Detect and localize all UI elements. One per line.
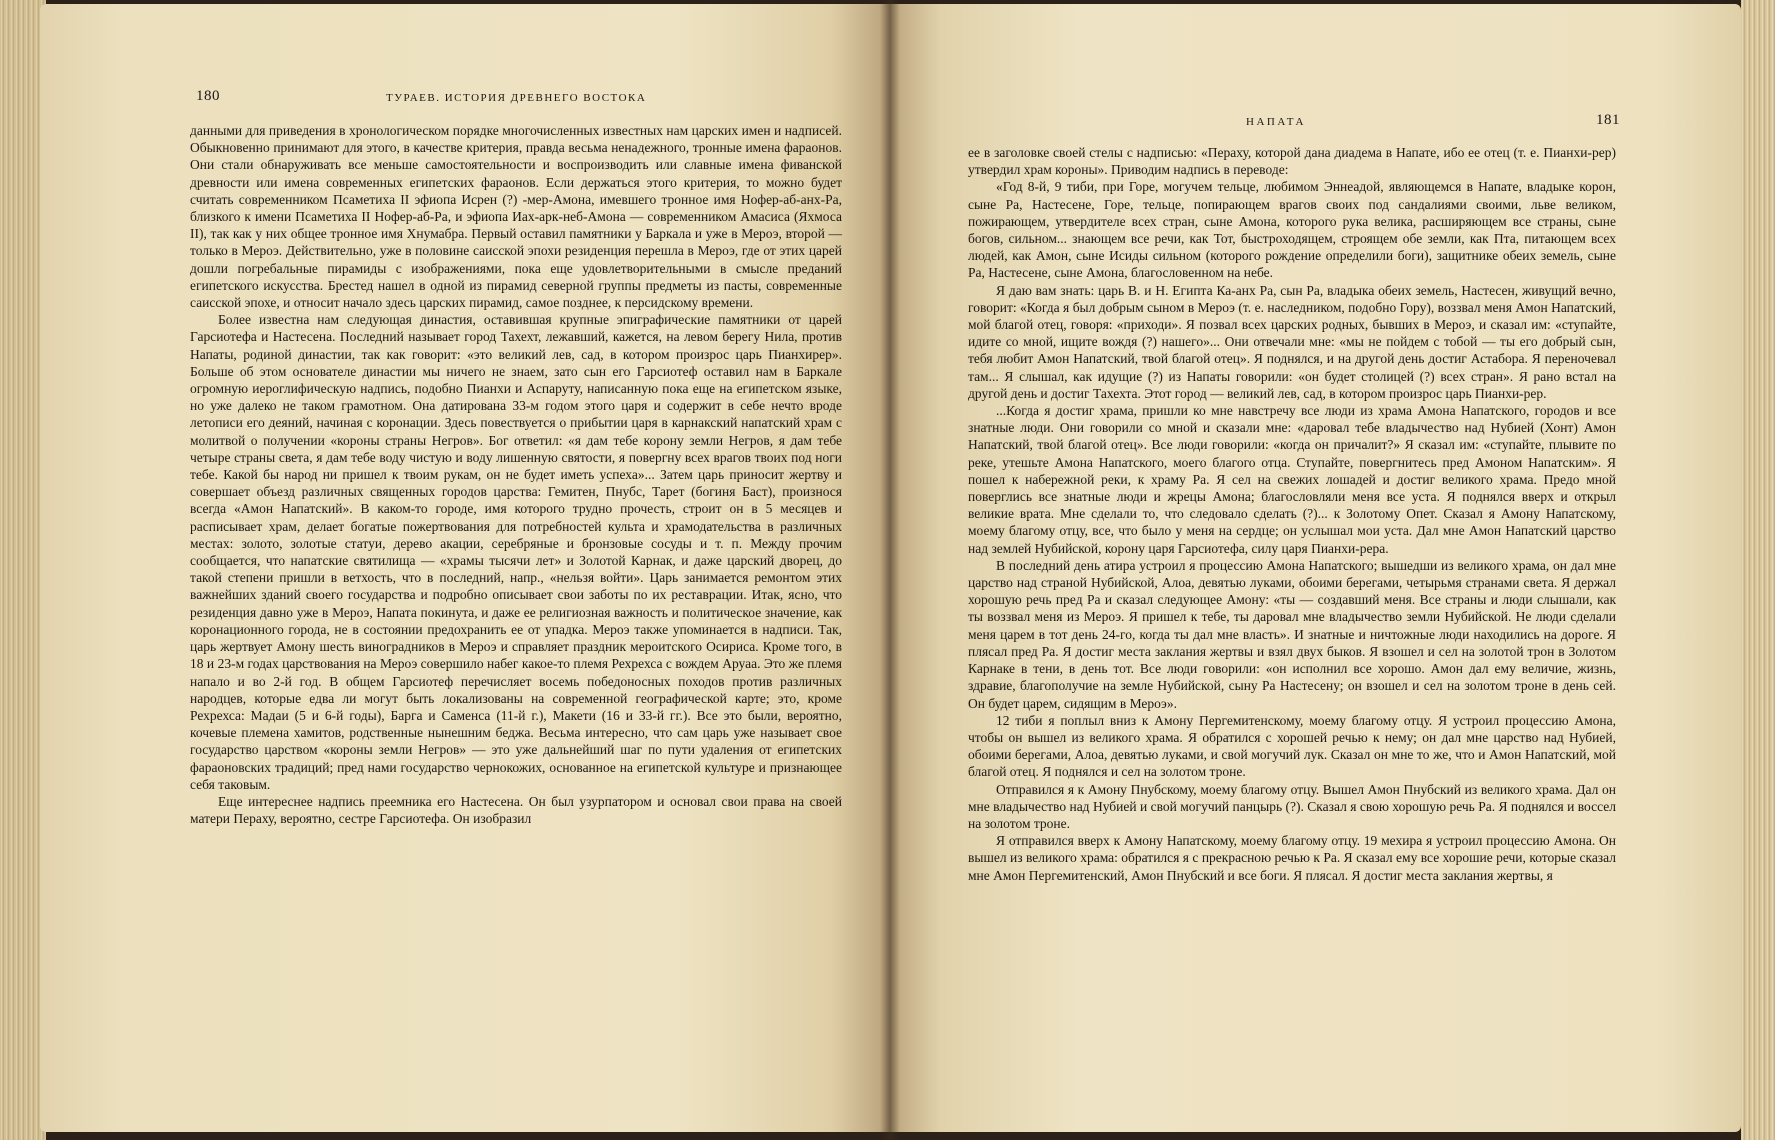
page-edges-right xyxy=(1741,0,1775,1140)
paragraph: ...Когда я достиг храма, пришли ко мне навстречу все люди из храма Амона Напатского, городов и все знатные люди. Они говорили со мной и сказали мне: «даровал тебе владычество над Нубией (Хонт) Амон Напатский, твой благой отец». Все люди говорили: «когда он причалит?» Я сказал им: «ступайте, плывите по реке, утешьте Амона Напатского, моего благого отца. Ступайте, повергнитесь пред Амоном Напатским». Я пошел к набережной реки, к храму Ра. Я сел на свежих лошадей и достиг великого храма. Предо мной поверглись все знатные люди и жрецы Амона; благословляли меня все уста. Я поднялся вверх и открыл великие врата. Мне сделали то, что следовало сделать (?)... к Золотому Опет. Сказал я Амону Напатскому, моему благому отцу, все, что было у меня на сердце; он услышал мои уста. Дал мне Амон Напатский царство над землей Нубийской, корону царя Гарсиотефа, силу царя Пианхи-рера. xyxy=(968,403,1616,556)
left-page-text xyxy=(190,122,842,827)
paragraph: Отправился я к Амону Пнубскому, моему благому отцу. Вышел Амон Пнубский из великого храма. Дал он мне владычество над Нубией и свой могучий панцырь (?). Сказал я свою хорошую речь Ра. Я поднялся и воссел на золотом троне. xyxy=(968,781,1616,831)
right-page xyxy=(890,4,1741,1132)
paragraph: Еще интереснее надпись преемника его Настесена. Он был узурпатором и основал свои права на своей матери Пераху, вероятно, сестре Гарсиотефа. Он изобразил xyxy=(190,793,842,827)
right-running-title: НАПАТА xyxy=(1246,116,1306,128)
paragraph: Я отправился вверх к Амону Напатскому, моему благому отцу. 19 мехира я устроил процессию Амона. Он вышел из великого храма: обратился я с прекрасною речью к Ра. Я сказал ему все хорошие речи, которые сказал мне Амон Пергемитенский, Амон Пнубский и все боги. Я плясал. Я достиг места заклания жертвы, я xyxy=(968,833,1616,883)
paragraph: 12 тиби я поплыл вниз к Амону Пергемитенскому, моему благому отцу. Я устроил процессию Амона, чтобы он вышел из великого храма. Я обратился с хорошей речью к нему; он дал мне царство над Нубией, обоими берегами, Алоа, девятью луками, и свой могучий лук. Сказал он мне то же, что и Амон Напатский, мой благой отец. Я поднялся и сел на золотом троне. xyxy=(968,712,1616,780)
book-gutter xyxy=(880,0,900,1140)
paragraph: «Год 8-й, 9 тиби, при Горе, могучем тельце, любимом Эннеадой, являющемся в Напате, владыке корон, сыне Ра, Настесене, Горе, тельце, попирающем врагов своих под сандалиями своими, льве великом, пожирающем, утвердителе всех стран, сыне Амона, которого рука велика, расширяющем все страны, сыне богов, сильном... знающем все речи, как Тот, быстроходящем, строящем обе земли, как Пта, питающем всех людей, как Амон, сыне Исиды сильном (которого рождение определили боги), защитнике обеих земель, сыне Ра, Настесене, сыне Амона, благословенном на небе. xyxy=(968,179,1616,281)
right-page-number: 181 xyxy=(1596,112,1620,128)
paragraph: ее в заголовке своей стелы с надписью: «Пераху, которой дана диадема в Напате, ибо ее отец (т. е. Пианхи-рер) утвердил храм короны». Приводим надпись в переводе: xyxy=(968,145,1616,178)
paragraph: Более известна нам следующая династия, оставившая крупные эпиграфические памятники от царей Гарсиотефа и Настесена. Последний называет город Тахехт, лежавший, кажется, на левом берегу Нила, против Напаты, родиной династии, так как говорит: «это великий лев, сад, в котором произрос царь Пианхирер». Больше об этом основателе династии мы ничего не знаем, зато сын его Гарсиотеф оставил нам в Баркале огромную иероглифическую надпись, подобно Пианхи и Аспаруту, написанную пока еще на египетском языке, но уже далеко не таком грамотном. Она датирована 33-м годом этого царя и содержит в себе нечто вроде летописи его деяний, начиная с коронации. Здесь повествуется о прибытии царя в карнакский напатский храм с молитвой о получении «короны страны Негров». Бог ответил: «я дам тебе корону земли Негров, я дам тебе четыре страны света, я дам тебе воду чистую и воду лишенную святости, я повергну всех врагов твоих под ноги тебе. Какой бы народ ни пришел к твоим рукам, он не будет иметь успеха»... Затем царь приносит жертву и совершает объезд различных священных городов царства: Гемитен, Пнубс, Тарет (богиня Баст), произнося всегда «Амон Напатский». В каком-то городе, имя которого трудно прочесть, строит он в 5 месяцев и расписывает храм, делает богатые пожертвования для потребностей культа и храмодательства в различных местах: золото, золотые статуи, дерево акации, серебряные и бронзовые сосуды и т. п. Между прочим сообщается, что напатские святилища — «храмы тысячи лет» и Золотой Карнак, и даже царский дворец, до такой степени пришли в ветхость, что в последний, напр., «нельзя войти». Царь занимается ремонтом этих важнейших зданий своего государства и подробно описывает свои заботы по их реставрации. Итак, ясно, что резиденция давно уже в Мероэ, Напата покинута, и даже ее религиозная важность и политическое значение, как коронационного города, не в состоянии предохранить ее от упадка. Мероэ также упоминается в надписи. Так, царь жертвует Амону шесть виноградников в Мероэ и справляет праздник мероитского Осириса. Кроме того, в 18 и 23-м годах царствования на Мероэ совершило набег какое-то племя Рехрехса с вождем Аруаа. Это же племя напало и во 2-й год. В общем Гарсиотеф перечисляет восемь победоносных походов против различных народцев, которые едва ли могут быть локализованы на современной географической карте; это, кроме Рехрехса: Мадаи (5 и 6-й годы), Барга и Саменса (11-й г.), Макети (16 и 33-й гг.). Все это были, вероятно, кочевые племена хамитов, родственные нынешним беджа. Весьма интересно, что сам царь уже называет свое государство царством «короны земли Негров» — это уже дальнейший шаг по пути удаления от египетских фараоновских традиций; пред нами государство чернокожих, основанное на египетской культуре и признающее себя таковым. xyxy=(190,312,842,792)
left-page-number: 180 xyxy=(196,88,220,104)
paragraph: Я даю вам знать: царь В. и Н. Египта Ка-анх Ра, сын Ра, владыка обеих земель, Настесен, живущий вечно, говорит: «Когда я был добрым сыном в Мероэ (т. е. наследником, подобно Гору), воззвал меня Амон Напатский, мой благой отец, говоря: «приходи». Я позвал всех царских родных, бывших в Мероэ, и сказал им: «ступайте, идите со мной, ищите вождя (?) нашего»... Они отвечали мне: «мы не пойдем с тобой — ты его добрый сын, тебя любит Амон Напатский, твой благой отец». Я поднялся, и на другой день достиг Астабора. Я переночевал там... Я слышал, как идущие (?) из Напаты говорили: «он будет столицей (?) всех стран». Я рано встал на другой день и достиг Тахехта. Этот город — великий лев, сад, в котором произрос царь Пианхи-рер. xyxy=(968,282,1616,401)
left-page xyxy=(40,4,890,1132)
paragraph: В последний день атира устроил я процессию Амона Напатского; вышедши из великого храма, он дал мне царство над страной Нубийской, Алоа, девятью луками, обоими берегами, четырьмя странами света. Я держал хорошую речь пред Ра и сказал следующее Амону: «ты — создавший меня. Все страны и люди слышали, как ты воззвал меня из Мероэ. Я пришел к тебе, ты даровал мне владычество земли Нубийской. Не люди сделали меня царем в тот день 24-го, когда ты дал мне власть». И знатные и ничтожные люди находились на дороге. Я плясал пред Ра. Я достиг места заклания жертвы и взял двух быков. Я взошел и сел на золотой трон в Золотом Карнаке в тени, в день тот. Все люди говорили: «он исполнил все хорошо. Амон дал ему величие, жизнь, здравие, благополучие на земле Нубийской, сыну Ра Настесену; он взошел и сел на золотом троне в день сей. Он будет царем, сидящим в Мероэ». xyxy=(968,557,1616,711)
left-running-title: ТУРАЕВ. ИСТОРИЯ ДРЕВНЕГО ВОСТОКА xyxy=(386,92,647,104)
paragraph: данными для приведения в хронологическом порядке многочисленных известных нам царских имен и надписей. Обыкновенно принимают для этого, в качестве критерия, правда весьма ненадежного, тронные имена фараонов. Они стали обнаруживать все меньше самостоятельности и воспроизводить или славные имена фиванской древности или имена современных египетских фараонов. Если держаться этого критерия, то можно будет считать современником Псаметиха II эфиопа Исрен (?) -мер-Амона, имевшего тронное имя Нофер-аб-анх-Ра, близкого к имени Псаметиха II Нофер-аб-Ра, и эфиопа Иах-арк-неб-Амона — современником Амасиса (Яхмоса II), так как у них общее тронное имя Хнумабра. Первый оставил памятники у Баркала и уже в Мероэ, второй — только в Мероэ. Действительно, уже в половине саисской эпохи резиденция перешла в Мероэ, где от этих царей дошли погребальные пирамиды с изображениями, пока еще удовлетворительными в смысле преданий египетского искусства. Брестед нашел в одной из пирамид северной группы предметы из пасты, современные саисской эпохе, и относит начало здесь царских пирамид, самое позднее, к персидскому времени. xyxy=(190,123,842,311)
right-page-text xyxy=(968,144,1616,884)
